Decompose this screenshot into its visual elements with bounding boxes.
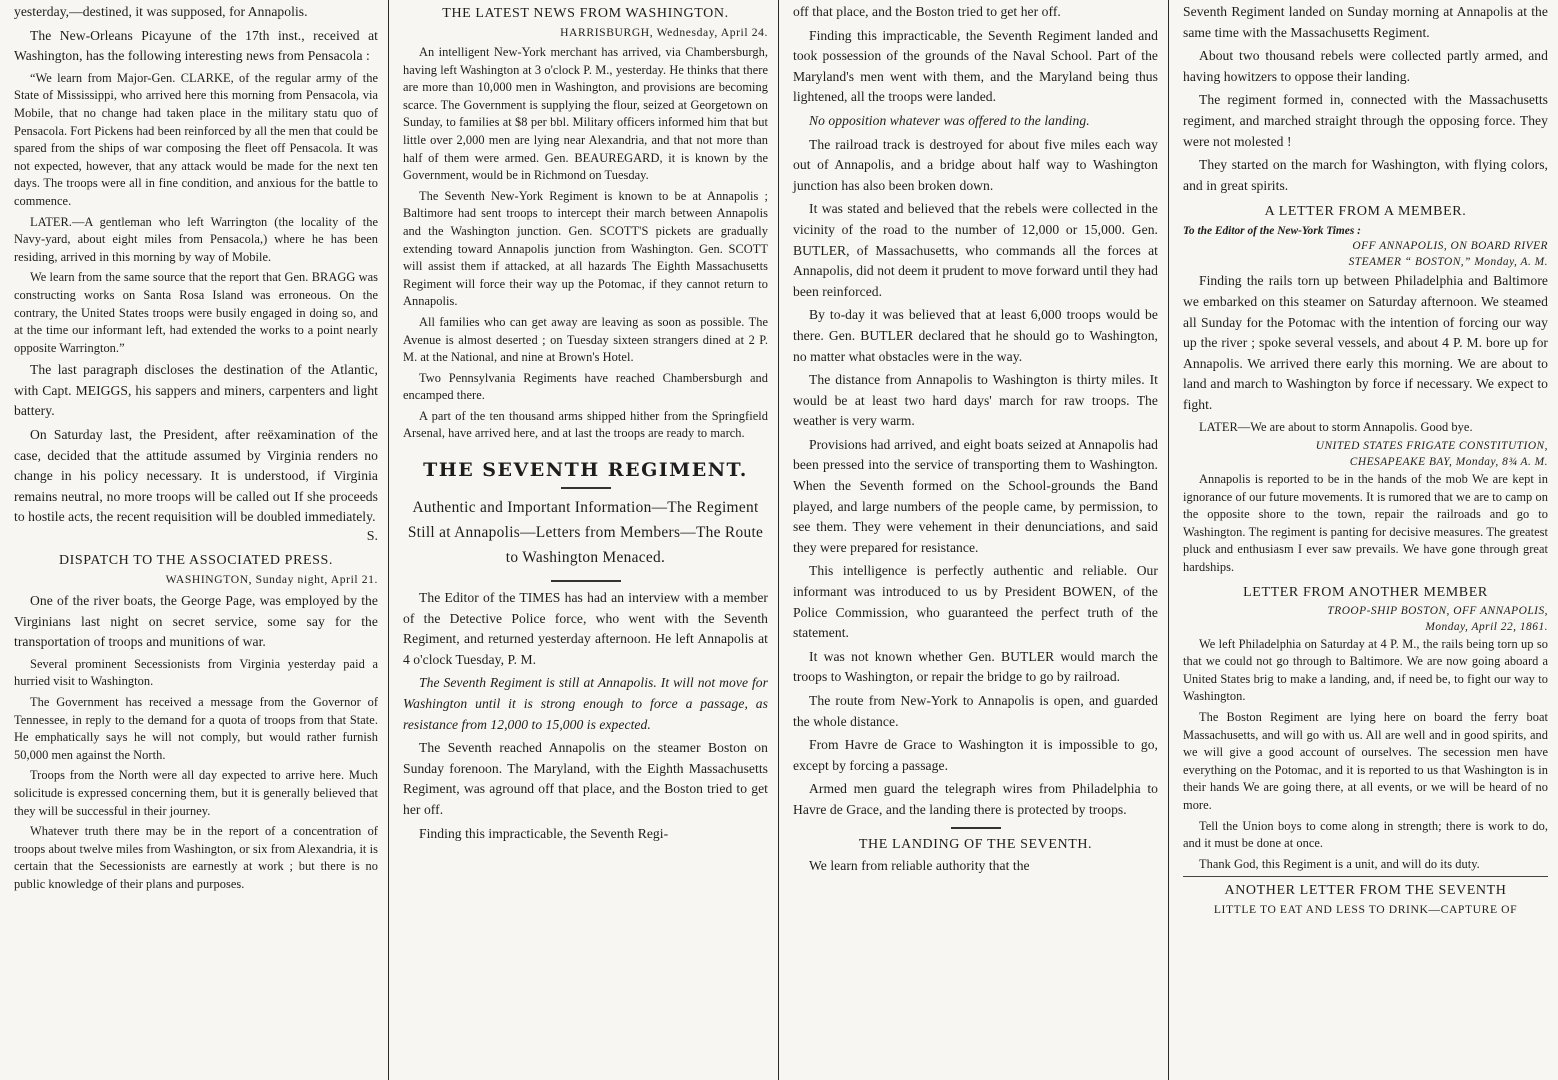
paragraph: Finding this impracticable, the Seventh Regiment landed and took possession of the grounds of the Naval School. Part of the Maryland's men went with them, and the Maryland being thus lightened, all the troops were landed. [793, 27, 1158, 105]
paragraph: LATER.—A gentleman who left Warrington (the locality of the Navy-yard, about eight miles from Pensacola,) where he has been residing, arrived in this morning by way of Mobile. [14, 214, 378, 264]
paragraph: We learn from reliable authority that the [809, 857, 1030, 873]
letter-address: OFF ANNAPOLIS, ON BOARD RIVER [1352, 240, 1548, 253]
salutation: To the Editor of the New-York Times : [1183, 225, 1361, 238]
sub-headline: LITTLE TO EAT AND LESS TO DRINK—CAPTURE OF [1213, 903, 1518, 917]
paragraph: One of the river boats, the George Page, was employed by the Virginians last night on secret service, some say for the transportation of troops and munitions of war. [14, 593, 378, 650]
paragraph: Armed men guard the telegraph wires from Philadelphia to Havre de Grace, and the landing there is protected by troops. [793, 781, 1158, 817]
paragraph: No opposition whatever was offered to the landing. [809, 112, 1090, 128]
paragraph: The Boston Regiment are lying here on board the ferry boat Massachusetts, and will go with us. All are well and in good spirits, and we will give a good account of ourselves. The secession men have everything on the Potomac, and it is reported to us that Washington is in their hands We are going there, at all events, or we will be heard of no more. [1183, 710, 1548, 812]
paragraph: Annapolis is reported to be in the hands of the mob We are kept in ignorance of our future movements. It is rumored that we are to camp on the opposite shore to the town, repair the railroads and go to Washington. The regiment is panting for decisive measures. The greatest pluck and enthusiasm I ever saw prevails. We have gone through great hardships. [1183, 472, 1548, 575]
paragraph: The Government has received a message from the Governor of Tennessee, in reply to the demand for a quota of troops from that State. He emphatically says he will not comply, but would rather furnish 50,000 men against the North. [14, 695, 378, 762]
letter-address: Monday, April 22, 1861. [1425, 620, 1548, 633]
paragraph: Thank God, this Regiment is a unit, and will do its duty. [1199, 856, 1480, 871]
dateline: HARRISBURGH, Wednesday, April 24. [560, 26, 768, 39]
paragraph: Finding this impracticable, the Seventh Regi- [419, 825, 669, 841]
paragraph: off that place, and the Boston tried to get her off. [793, 4, 1061, 19]
paragraph: The Seventh Regiment is still at Annapolis. It will not move for Washington until it is strong enough to force a passage, as resistance from 12,000 to 15,000 is expected. [403, 675, 768, 732]
paragraph: The New-Orleans Picayune of the 17th inst., received at Washington, has the following interesting news from Pensacola : [14, 27, 378, 64]
paragraph: Provisions had arrived, and eight boats seized at Annapolis had been pressed into the service of transporting them to Washington. When the Seventh formed on the School-grounds the Band played, and large numbers of the people came, by permission, to see them. They were vehement in their denunciations, and said they were prepared for resistance. [793, 436, 1158, 555]
divider [551, 580, 621, 582]
letter-address: CHESAPEAKE BAY, Monday, 8¾ A. M. [1349, 456, 1548, 469]
section-heading: LETTER FROM ANOTHER MEMBER [1243, 584, 1488, 600]
sub-headline: Authentic and Important Information—The Regiment Still at Annapolis—Letters from Members—The Route to Washington Menaced. [407, 499, 764, 567]
quoted-paragraph: “We learn from Major-Gen. CLARKE, of the regular army of the State of Mississippi, who arrived here this morning from Pensacola, via Mobile, that no change had taken place in the military statu quo of Pensacola. Fort Pickens had been reinforced by all the men that could be spared from the ships of war composing the fleet off Pensacola. It was not expected, however, that any attack would be made for the next ten days. The troops were all in fine condition, and anxious for the battle to commence. [14, 70, 378, 208]
paragraph: We left Philadelphia on Saturday at 4 P. M., the rails being torn up so that we could not go through to Baltimore. We are now going aboard a United States brig to make a landing, and, if need be, to fight our way to Washington. [1183, 636, 1548, 704]
paragraph: The distance from Annapolis to Washington is thirty miles. It would be at least two hard days' march for raw troops. The weather is very warm. [793, 372, 1158, 429]
letter-address: UNITED STATES FRIGATE CONSTITUTION, [1315, 440, 1548, 453]
paragraph: Several prominent Secessionists from Virginia yesterday paid a hurried visit to Washington. [14, 656, 378, 689]
paragraph: It was not known whether Gen. BUTLER would march the troops to Washington, or repair the bridge to go by railroad. [793, 648, 1158, 685]
section-heading: DISPATCH TO THE ASSOCIATED PRESS. [58, 553, 334, 569]
divider [1183, 876, 1548, 877]
section-heading: A LETTER FROM A MEMBER. [1264, 204, 1467, 220]
signature: S. [366, 529, 378, 545]
paragraph: Seventh Regiment landed on Sunday morning at Annapolis at the same time with the Massachusetts Regiment. [1183, 4, 1548, 40]
divider [951, 827, 1001, 829]
paragraph: Finding the rails torn up between Philadelphia and Baltimore we embarked on this steamer on Saturday afternoon. We steamed all Sunday for the Potomac with the intention of forcing our way up the river ; spoke several vessels, and about 4 P. M. bore up for Annapolis. We arrived there early this morning. We are about to land and march to Washington by force if necessary. We expect to fight. [1183, 273, 1548, 412]
paragraph: The route from New-York to Annapolis is open, and guarded the whole distance. [793, 693, 1158, 729]
column-3 [778, 0, 1168, 1080]
letter-address: STEAMER “ BOSTON,” Monday, A. M. [1348, 256, 1548, 269]
paragraph: By to-day it was believed that at least 6,000 troops would be there. Gen. BUTLER declared that he should go to Washington, no matter what obstacles were in the way. [793, 307, 1158, 364]
paragraph: On Saturday last, the President, after reëxamination of the case, decided that the attitude assumed by Virginia renders no change in his policy necessary. It is understood, if Virginia remains neutral, no more troops will be called out If she proceeds to hostile acts, the recent requisition will be doubled immediately. [14, 427, 378, 525]
paragraph: Two Pennsylvania Regiments have reached Chambersburgh and encamped there. [403, 370, 768, 403]
column-4 [1168, 0, 1558, 1080]
letter-address: TROOP-SHIP BOSTON, OFF ANNAPOLIS, [1327, 604, 1548, 617]
paragraph: Whatever truth there may be in the report of a concentration of troops about twelve miles from Washington, or six from Alexandria, it is certain that the Secessionists are earnestly at work ; but there is no public knowledge of their plans and purposes. [14, 824, 378, 891]
paragraph: The regiment formed in, connected with the Massachusetts regiment, and marched straight through the opposing force. They were not molested ! [1183, 92, 1548, 149]
column-1 [0, 0, 388, 1080]
section-heading: ANOTHER LETTER FROM THE SEVENTH [1224, 883, 1507, 899]
paragraph: A part of the ten thousand arms shipped hither from the Springfield Arsenal, have arrived here, and at last the troops are ready to march. [403, 408, 768, 441]
paragraph: Tell the Union boys to come along in strength; there is work to do, and it must be done at once. [1183, 818, 1548, 851]
paragraph: This intelligence is perfectly authentic and reliable. Our informant was introduced to us by President BOWEN, of the Police Commission, who guaranteed the perfect truth of the statement. [793, 563, 1158, 641]
paragraph: They started on the march for Washington, with flying colors, and in great spirits. [1183, 157, 1548, 193]
column-2 [388, 0, 778, 1080]
section-heading: THE LATEST NEWS FROM WASHINGTON. [442, 6, 729, 21]
paragraph: From Havre de Grace to Washington it is impossible to go, except by forcing a passage. [793, 737, 1158, 773]
paragraph: The Seventh reached Annapolis on the steamer Boston on Sunday forenoon. The Maryland, with the Eighth Massachusetts Regiment, was aground off that place, and the Boston tried to get her off. [403, 740, 768, 817]
paragraph: All families who can get away are leaving as soon as possible. The Avenue is almost deserted ; on Tuesday sixteen strangers dined at 2 P. M. at the National, and nine at Brown's Hotel. [403, 314, 768, 365]
paragraph: The last paragraph discloses the destination of the Atlantic, with Capt. MEIGGS, his sappers and miners, carpenters and light battery. [14, 362, 378, 419]
paragraph: About two thousand rebels were collected partly armed, and having howitzers to oppose their landing. [1183, 48, 1548, 84]
dateline: WASHINGTON, Sunday night, April 21. [165, 573, 378, 587]
paragraph: Troops from the North were all day expected to arrive here. Much solicitude is expressed concerning them, but it is generally believed that they will be successful in their journey. [14, 768, 378, 818]
paragraph: yesterday,—destined, it was supposed, for Annapolis. [14, 4, 308, 19]
paragraph: The railroad track is destroyed for about five miles each way out of Annapolis, and a bridge about half way to Washington junction has also been broken down. [793, 136, 1158, 193]
section-heading: THE LANDING OF THE SEVENTH. [858, 836, 1093, 852]
main-headline: THE SEVENTH REGIMENT. [423, 459, 748, 482]
divider [561, 487, 611, 489]
paragraph: The Editor of the TIMES has had an interview with a member of the Detective Police force, who went with the Seventh Regiment, and returned yesterday afternoon. He left Annapolis at 4 o'clock Tuesday, P. M. [403, 590, 768, 667]
paragraph: The Seventh New-York Regiment is known to be at Annapolis ; Baltimore had sent troops to intercept their march between Annapolis and the Washington junction. Gen. SCOTT'S pickets are gradually extending toward Annapolis junction from Washington. Gen. SCOTT will assist them if attacked, at all hazards The Eighth Massachusetts Regiment will force their way up the Potomac, if they cannot return to Annapolis. [403, 188, 768, 309]
paragraph: An intelligent New-York merchant has arrived, via Chambersburgh, having left Washington at 3 o'clock P. M., yesterday. He thinks that there are more than 10,000 men in Washington, and provisions are becoming scarce. The Government is supplying the flour, seized at Georgetown on Sunday, to families at $8 per bbl. Military officers informed him that but little over 2,000 men are lying near Alexandria, and that not more than half of them were armed. Gen. BEAUREGARD, it is known by the Government, would be in Richmond on Tuesday. [403, 45, 768, 183]
paragraph: LATER—We are about to storm Annapolis. Good bye. [1199, 419, 1473, 434]
paragraph: It was stated and believed that the rebels were collected in the vicinity of the road to the number of 12,000 or 15,000. Gen. BUTLER, of Massachusetts, who commands all the forces at Annapolis, did not deem it prudent to move forward until they had been reinforced. [793, 201, 1158, 299]
paragraph: We learn from the same source that the report that Gen. BRAGG was constructing works on Santa Rosa Island was erroneous. On the contrary, the United States troops were busily engaged in doing so, and at the time our informant left, had extended the works to a point nearly opposite Warrington.” [14, 270, 378, 355]
